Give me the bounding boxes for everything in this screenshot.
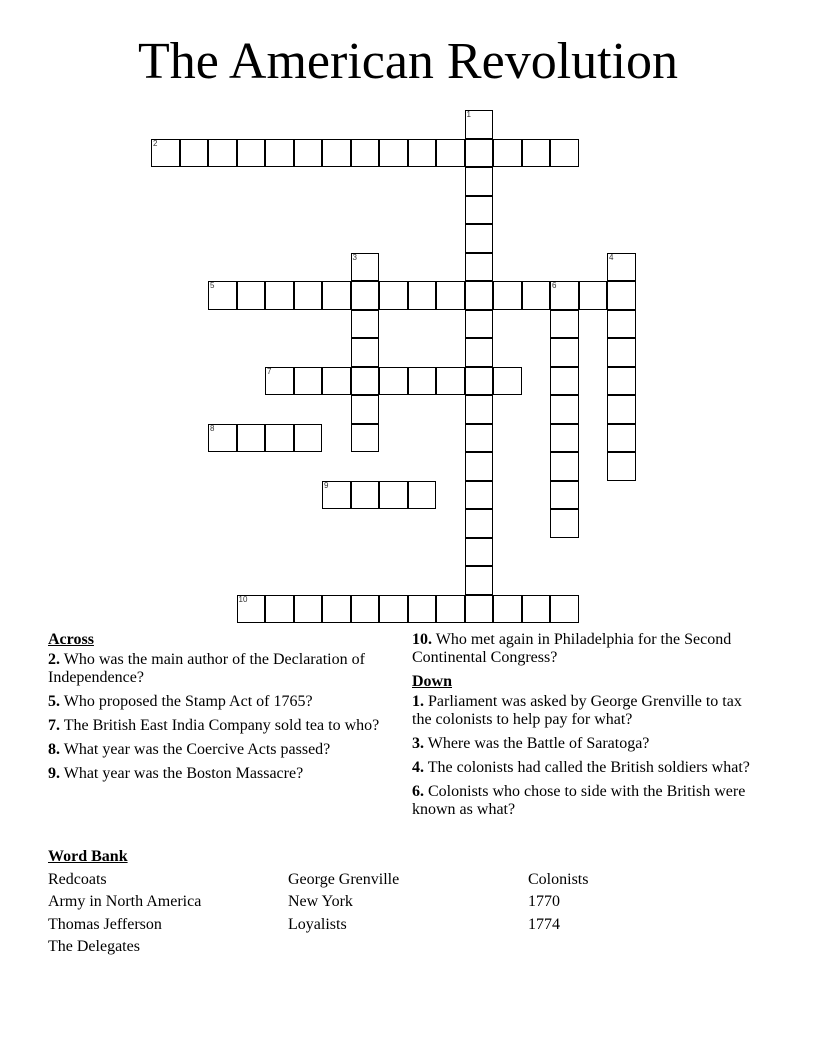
grid-cell[interactable] bbox=[465, 338, 494, 367]
clue-across-2: 2. Who was the main author of the Declaration of Independence? bbox=[48, 651, 365, 686]
page-title: The American Revolution bbox=[137, 33, 679, 90]
clue-across-10: 10. Who met again in Philadelphia for the Second Continental Congress? bbox=[412, 631, 732, 666]
grid-cell[interactable] bbox=[465, 110, 494, 139]
grid-cell[interactable] bbox=[351, 338, 380, 367]
grid-cell[interactable] bbox=[208, 139, 237, 168]
grid-cell[interactable] bbox=[465, 167, 494, 196]
across-header: Across bbox=[48, 631, 94, 648]
cell-number: 6 bbox=[552, 281, 557, 290]
grid-cell[interactable] bbox=[294, 424, 323, 453]
grid-cell[interactable] bbox=[607, 310, 636, 339]
grid-cell[interactable] bbox=[351, 481, 380, 510]
grid-cell[interactable] bbox=[408, 367, 437, 396]
grid-cell[interactable] bbox=[237, 139, 266, 168]
grid-cell[interactable] bbox=[493, 139, 522, 168]
grid-cell[interactable] bbox=[265, 424, 294, 453]
grid-cell[interactable] bbox=[465, 424, 494, 453]
grid-cell[interactable] bbox=[351, 424, 380, 453]
grid-cell[interactable] bbox=[322, 595, 351, 624]
grid-cell[interactable] bbox=[522, 139, 551, 168]
grid-cell[interactable] bbox=[265, 139, 294, 168]
grid-cell[interactable] bbox=[265, 595, 294, 624]
grid-cell[interactable] bbox=[465, 281, 494, 310]
right-clue-column bbox=[412, 631, 757, 825]
grid-cell[interactable] bbox=[550, 139, 579, 168]
grid-cell[interactable] bbox=[465, 196, 494, 225]
cell-number: 5 bbox=[210, 281, 215, 290]
grid-cell[interactable] bbox=[265, 367, 294, 396]
word-bank-header: Word Bank bbox=[48, 848, 128, 865]
word-bank-item: 1770 bbox=[528, 893, 560, 910]
word-bank-item: George Grenville bbox=[288, 870, 400, 888]
grid-cell[interactable] bbox=[351, 281, 380, 310]
grid-cell[interactable] bbox=[408, 281, 437, 310]
grid-cell[interactable] bbox=[294, 367, 323, 396]
grid-cell[interactable] bbox=[379, 367, 408, 396]
word-bank-item: Army in North America bbox=[48, 893, 202, 910]
grid-cell[interactable] bbox=[465, 139, 494, 168]
grid-cell[interactable] bbox=[322, 281, 351, 310]
word-bank bbox=[48, 846, 768, 959]
grid-cell[interactable] bbox=[208, 424, 237, 453]
grid-cell[interactable] bbox=[237, 424, 266, 453]
grid-cell[interactable] bbox=[351, 367, 380, 396]
grid-cell[interactable] bbox=[379, 281, 408, 310]
grid-cell[interactable] bbox=[322, 139, 351, 168]
grid-cell[interactable] bbox=[465, 395, 494, 424]
grid-cell[interactable] bbox=[550, 481, 579, 510]
grid-cell[interactable] bbox=[465, 538, 494, 567]
grid-cell[interactable] bbox=[351, 395, 380, 424]
grid-cell[interactable] bbox=[465, 367, 494, 396]
word-bank-item: Thomas Jefferson bbox=[48, 915, 162, 933]
word-bank-column bbox=[528, 869, 768, 959]
grid-cell[interactable] bbox=[294, 281, 323, 310]
word-bank-item: 1774 bbox=[528, 915, 560, 933]
grid-cell[interactable] bbox=[436, 281, 465, 310]
grid-cell[interactable] bbox=[550, 595, 579, 624]
grid-cell[interactable] bbox=[322, 481, 351, 510]
word-bank-item: New York bbox=[288, 893, 353, 910]
grid-cell[interactable] bbox=[550, 424, 579, 453]
grid-cell[interactable] bbox=[322, 367, 351, 396]
grid-cell[interactable] bbox=[607, 367, 636, 396]
grid-cell[interactable] bbox=[351, 139, 380, 168]
grid-cell[interactable] bbox=[607, 281, 636, 310]
grid-cell[interactable] bbox=[208, 281, 237, 310]
grid-cell[interactable] bbox=[351, 310, 380, 339]
cell-number: 9 bbox=[324, 480, 329, 490]
grid-cell[interactable] bbox=[607, 424, 636, 453]
word-bank-item: Colonists bbox=[528, 870, 589, 888]
grid-cell[interactable] bbox=[436, 139, 465, 168]
grid-cell[interactable] bbox=[294, 595, 323, 624]
grid-cell[interactable] bbox=[436, 367, 465, 396]
clue-across-7: 7. The British East India Company sold tea to who? bbox=[48, 717, 380, 734]
grid-cell[interactable] bbox=[379, 481, 408, 510]
grid-cell[interactable] bbox=[550, 281, 579, 310]
grid-cell[interactable] bbox=[351, 595, 380, 624]
grid-cell[interactable] bbox=[180, 139, 209, 168]
word-bank-column bbox=[288, 869, 528, 959]
grid-cell[interactable] bbox=[237, 595, 266, 624]
cell-number: 2 bbox=[153, 138, 158, 148]
grid-cell[interactable] bbox=[265, 281, 294, 310]
grid-cell[interactable] bbox=[379, 139, 408, 168]
grid-cell[interactable] bbox=[294, 139, 323, 168]
grid-cell[interactable] bbox=[493, 281, 522, 310]
grid-cell[interactable] bbox=[550, 367, 579, 396]
clue-down-3: 3. Where was the Battle of Saratoga? bbox=[412, 735, 650, 752]
cell-number: 1 bbox=[466, 110, 471, 119]
grid-cell[interactable] bbox=[408, 481, 437, 510]
grid-cell[interactable] bbox=[465, 595, 494, 624]
grid-cell[interactable] bbox=[550, 509, 579, 538]
grid-cell[interactable] bbox=[151, 139, 180, 168]
grid-cell[interactable] bbox=[550, 310, 579, 339]
grid-cell[interactable] bbox=[351, 253, 380, 282]
cell-number: 10 bbox=[238, 594, 248, 604]
grid-cell[interactable] bbox=[465, 310, 494, 339]
grid-cell[interactable] bbox=[465, 509, 494, 538]
grid-cell[interactable] bbox=[550, 395, 579, 424]
clue-across-8: 8. What year was the Coercive Acts passed? bbox=[48, 741, 331, 758]
grid-cell[interactable] bbox=[550, 452, 579, 481]
grid-cell[interactable] bbox=[465, 224, 494, 253]
clue-down-1: 1. Parliament was asked by George Grenville to tax the colonists to help pay for what? bbox=[412, 693, 742, 728]
word-bank-item: Loyalists bbox=[288, 915, 347, 933]
cell-number: 8 bbox=[210, 423, 215, 433]
cell-number: 3 bbox=[352, 252, 357, 262]
grid-cell[interactable] bbox=[607, 253, 636, 282]
grid-cell[interactable] bbox=[465, 566, 494, 595]
grid-cell[interactable] bbox=[237, 281, 266, 310]
grid-cell[interactable] bbox=[550, 338, 579, 367]
grid-cell[interactable] bbox=[493, 595, 522, 624]
grid-cell[interactable] bbox=[579, 281, 608, 310]
cell-number: 4 bbox=[609, 252, 614, 262]
grid-cell[interactable] bbox=[607, 452, 636, 481]
word-bank-column bbox=[48, 869, 288, 959]
grid-cell[interactable] bbox=[465, 481, 494, 510]
grid-cell[interactable] bbox=[408, 595, 437, 624]
grid-cell[interactable] bbox=[607, 395, 636, 424]
grid-cell[interactable] bbox=[522, 595, 551, 624]
clue-down-6: 6. Colonists who chose to side with the British were known as what? bbox=[412, 783, 746, 818]
grid-cell[interactable] bbox=[465, 452, 494, 481]
grid-cell[interactable] bbox=[379, 595, 408, 624]
clue-down-4: 4. The colonists had called the British soldiers what? bbox=[412, 759, 750, 776]
grid-cell[interactable] bbox=[493, 367, 522, 396]
cell-number: 7 bbox=[267, 366, 272, 376]
word-bank-item: Redcoats bbox=[48, 870, 107, 888]
grid-cell[interactable] bbox=[522, 281, 551, 310]
across-clues bbox=[48, 631, 393, 789]
grid-cell[interactable] bbox=[436, 595, 465, 624]
grid-cell[interactable] bbox=[607, 338, 636, 367]
grid-cell[interactable] bbox=[465, 253, 494, 282]
down-header: Down bbox=[412, 673, 453, 690]
clue-across-9: 9. What year was the Boston Massacre? bbox=[48, 765, 304, 782]
grid-cell[interactable] bbox=[408, 139, 437, 168]
word-bank-item: The Delegates bbox=[48, 938, 140, 955]
clue-across-5: 5. Who proposed the Stamp Act of 1765? bbox=[48, 693, 313, 710]
